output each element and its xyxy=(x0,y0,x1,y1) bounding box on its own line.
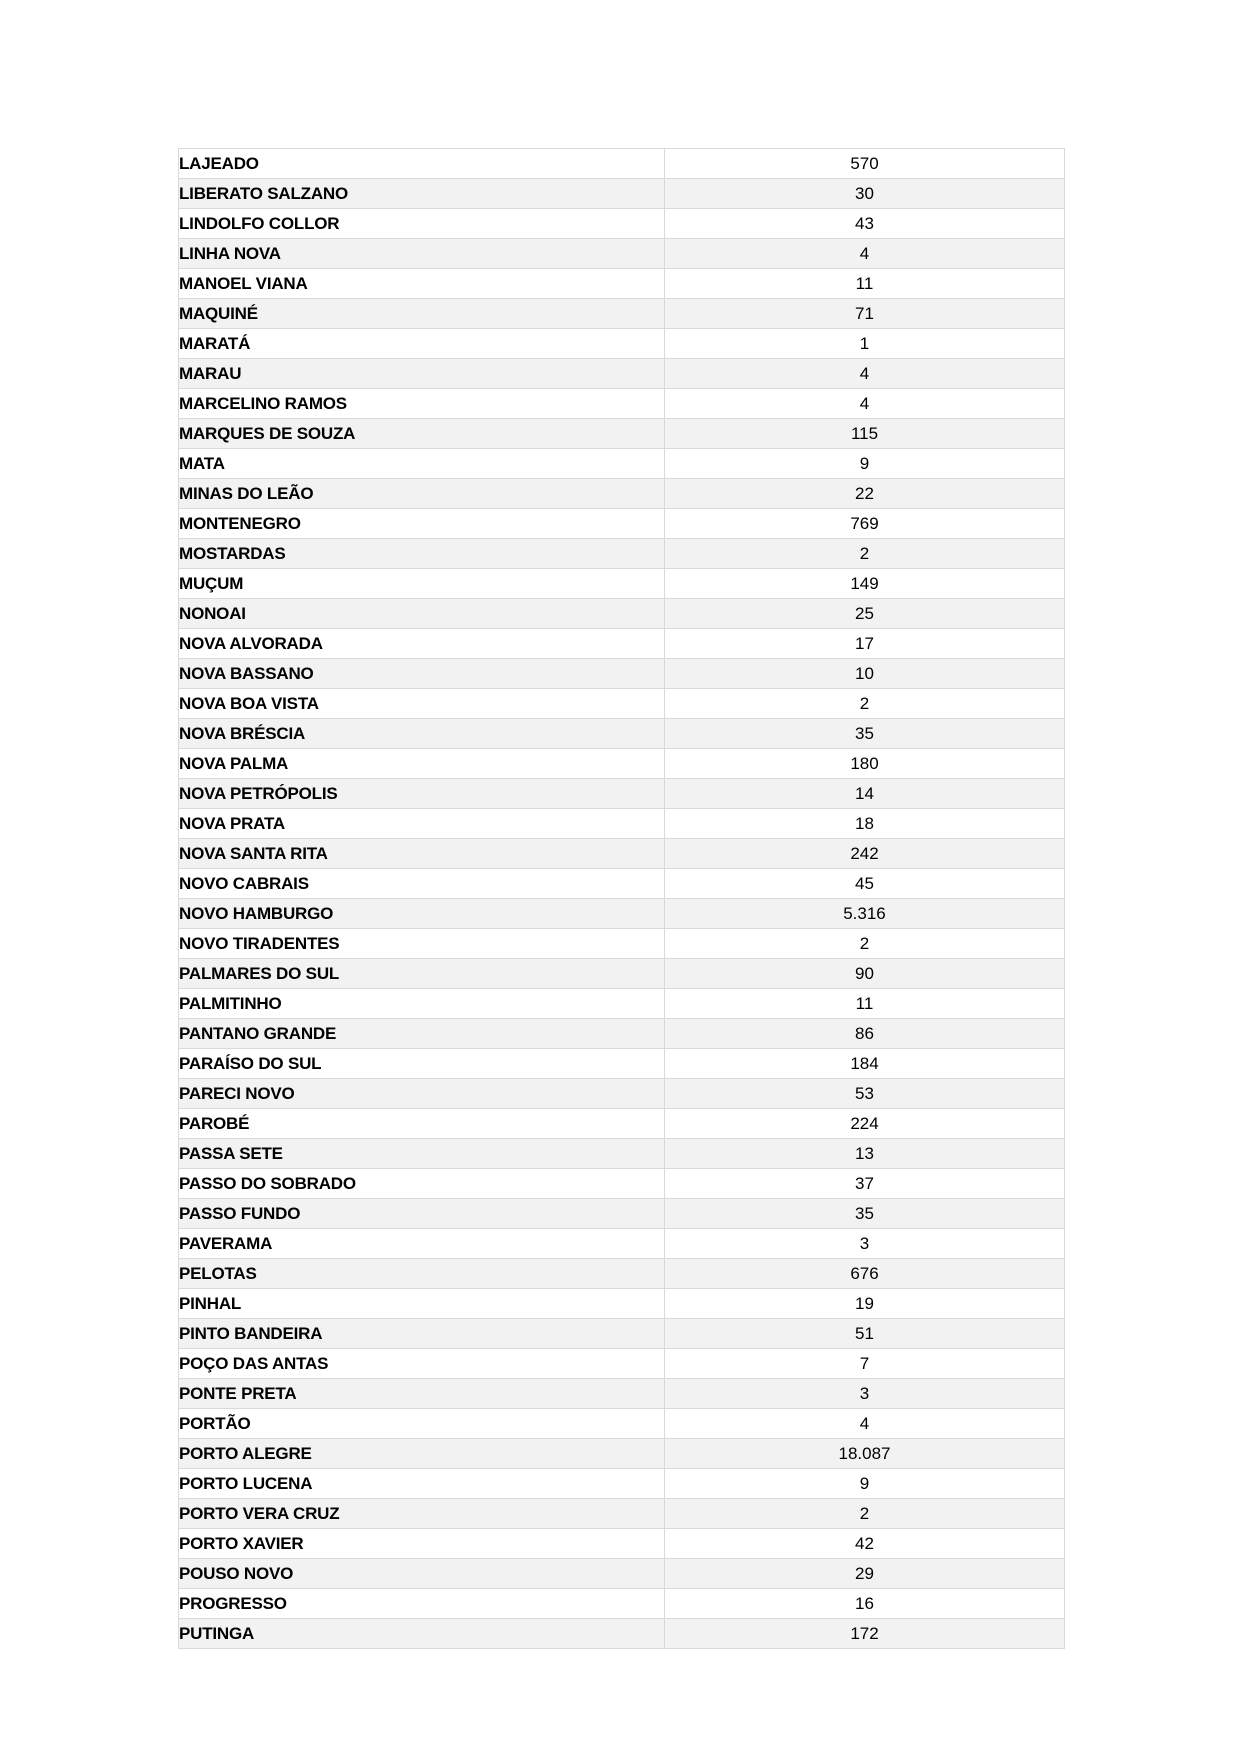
municipality-name: MARCELINO RAMOS xyxy=(179,389,665,419)
municipality-name: MAQUINÉ xyxy=(179,299,665,329)
table-row xyxy=(179,749,1065,779)
municipality-name: NOVO CABRAIS xyxy=(179,869,665,899)
table-row xyxy=(179,509,1065,539)
municipality-name: NOVA PETRÓPOLIS xyxy=(179,779,665,809)
municipality-value: 180 xyxy=(665,749,1065,779)
municipality-value: 9 xyxy=(665,449,1065,479)
municipality-value: 4 xyxy=(665,1409,1065,1439)
table-row xyxy=(179,569,1065,599)
table-row xyxy=(179,1019,1065,1049)
table-row xyxy=(179,239,1065,269)
municipality-value: 45 xyxy=(665,869,1065,899)
table-row xyxy=(179,929,1065,959)
municipality-name: NOVA ALVORADA xyxy=(179,629,665,659)
municipality-value: 172 xyxy=(665,1619,1065,1649)
municipality-value: 71 xyxy=(665,299,1065,329)
municipality-name: PORTÃO xyxy=(179,1409,665,1439)
municipality-value: 2 xyxy=(665,1499,1065,1529)
municipality-name: PORTO ALEGRE xyxy=(179,1439,665,1469)
municipality-name: PAROBÉ xyxy=(179,1109,665,1139)
municipality-name: PROGRESSO xyxy=(179,1589,665,1619)
table-row xyxy=(179,1619,1065,1649)
table-row xyxy=(179,959,1065,989)
municipality-name: LINHA NOVA xyxy=(179,239,665,269)
table-row xyxy=(179,149,1065,179)
municipality-name: PANTANO GRANDE xyxy=(179,1019,665,1049)
table-row xyxy=(179,1259,1065,1289)
table-row xyxy=(179,1199,1065,1229)
municipality-value: 4 xyxy=(665,389,1065,419)
municipality-value: 2 xyxy=(665,689,1065,719)
table-row xyxy=(179,1439,1065,1469)
table-row xyxy=(179,389,1065,419)
table-row xyxy=(179,779,1065,809)
municipality-name: LAJEADO xyxy=(179,149,665,179)
municipality-value: 14 xyxy=(665,779,1065,809)
municipality-name: NOVA BASSANO xyxy=(179,659,665,689)
municipality-name: NOVA PRATA xyxy=(179,809,665,839)
municipality-value: 2 xyxy=(665,539,1065,569)
municipality-name: MUÇUM xyxy=(179,569,665,599)
table-row xyxy=(179,719,1065,749)
municipality-name: MARAU xyxy=(179,359,665,389)
municipality-value: 19 xyxy=(665,1289,1065,1319)
municipality-name: MOSTARDAS xyxy=(179,539,665,569)
municipality-name: PELOTAS xyxy=(179,1259,665,1289)
municipality-name: PINHAL xyxy=(179,1289,665,1319)
table-row xyxy=(179,1049,1065,1079)
municipality-value: 29 xyxy=(665,1559,1065,1589)
table-row xyxy=(179,1139,1065,1169)
municipality-name: NOVA SANTA RITA xyxy=(179,839,665,869)
municipality-name: LINDOLFO COLLOR xyxy=(179,209,665,239)
municipality-name: PARECI NOVO xyxy=(179,1079,665,1109)
table-row xyxy=(179,1379,1065,1409)
table-row xyxy=(179,1469,1065,1499)
municipality-name: PARAÍSO DO SUL xyxy=(179,1049,665,1079)
table-row xyxy=(179,599,1065,629)
municipality-value: 3 xyxy=(665,1229,1065,1259)
municipality-name: MATA xyxy=(179,449,665,479)
municipality-name: MANOEL VIANA xyxy=(179,269,665,299)
municipality-name: PORTO VERA CRUZ xyxy=(179,1499,665,1529)
municipality-name: POUSO NOVO xyxy=(179,1559,665,1589)
table-row xyxy=(179,899,1065,929)
municipality-name: PASSO FUNDO xyxy=(179,1199,665,1229)
municipality-value: 37 xyxy=(665,1169,1065,1199)
municipality-value: 570 xyxy=(665,149,1065,179)
municipality-name: NOVA BRÉSCIA xyxy=(179,719,665,749)
table-row xyxy=(179,209,1065,239)
municipality-value: 4 xyxy=(665,359,1065,389)
municipality-value: 224 xyxy=(665,1109,1065,1139)
municipality-name: PALMITINHO xyxy=(179,989,665,1019)
municipality-value: 1 xyxy=(665,329,1065,359)
table-row xyxy=(179,869,1065,899)
table-row xyxy=(179,1109,1065,1139)
municipality-name: PORTO XAVIER xyxy=(179,1529,665,1559)
table-row xyxy=(179,1409,1065,1439)
municipality-name: MONTENEGRO xyxy=(179,509,665,539)
municipality-name: PONTE PRETA xyxy=(179,1379,665,1409)
municipality-value: 149 xyxy=(665,569,1065,599)
table-row xyxy=(179,449,1065,479)
municipality-value: 2 xyxy=(665,929,1065,959)
table-row xyxy=(179,1349,1065,1379)
municipality-value: 4 xyxy=(665,239,1065,269)
municipality-value: 42 xyxy=(665,1529,1065,1559)
municipality-name: NOVA BOA VISTA xyxy=(179,689,665,719)
municipality-value: 242 xyxy=(665,839,1065,869)
table-row xyxy=(179,479,1065,509)
municipality-value: 35 xyxy=(665,1199,1065,1229)
municipality-name: PASSO DO SOBRADO xyxy=(179,1169,665,1199)
municipality-value: 30 xyxy=(665,179,1065,209)
municipality-name: NOVO TIRADENTES xyxy=(179,929,665,959)
table-row xyxy=(179,1529,1065,1559)
municipality-value: 35 xyxy=(665,719,1065,749)
municipality-value: 3 xyxy=(665,1379,1065,1409)
municipality-value: 11 xyxy=(665,989,1065,1019)
table-row xyxy=(179,329,1065,359)
table-row xyxy=(179,269,1065,299)
municipality-name: PALMARES DO SUL xyxy=(179,959,665,989)
municipalities-table-body xyxy=(179,149,1065,1649)
municipality-value: 5.316 xyxy=(665,899,1065,929)
table-row xyxy=(179,419,1065,449)
municipality-value: 184 xyxy=(665,1049,1065,1079)
table-row xyxy=(179,659,1065,689)
table-row xyxy=(179,179,1065,209)
municipality-value: 9 xyxy=(665,1469,1065,1499)
municipality-name: PINTO BANDEIRA xyxy=(179,1319,665,1349)
municipality-name: NONOAI xyxy=(179,599,665,629)
municipality-name: PASSA SETE xyxy=(179,1139,665,1169)
municipality-value: 16 xyxy=(665,1589,1065,1619)
table-row xyxy=(179,1229,1065,1259)
municipality-name: PUTINGA xyxy=(179,1619,665,1649)
municipality-name: MARQUES DE SOUZA xyxy=(179,419,665,449)
municipality-value: 51 xyxy=(665,1319,1065,1349)
table-row xyxy=(179,629,1065,659)
municipality-name: MARATÁ xyxy=(179,329,665,359)
municipality-value: 25 xyxy=(665,599,1065,629)
municipality-name: LIBERATO SALZANO xyxy=(179,179,665,209)
table-row xyxy=(179,1589,1065,1619)
municipality-name: NOVA PALMA xyxy=(179,749,665,779)
municipality-value: 115 xyxy=(665,419,1065,449)
municipality-name: NOVO HAMBURGO xyxy=(179,899,665,929)
table-row xyxy=(179,1559,1065,1589)
table-row xyxy=(179,299,1065,329)
municipality-value: 10 xyxy=(665,659,1065,689)
municipality-value: 43 xyxy=(665,209,1065,239)
municipality-value: 22 xyxy=(665,479,1065,509)
municipality-name: PORTO LUCENA xyxy=(179,1469,665,1499)
municipality-value: 676 xyxy=(665,1259,1065,1289)
municipality-value: 7 xyxy=(665,1349,1065,1379)
municipality-value: 90 xyxy=(665,959,1065,989)
municipality-value: 86 xyxy=(665,1019,1065,1049)
table-row xyxy=(179,1289,1065,1319)
table-row xyxy=(179,539,1065,569)
municipality-value: 769 xyxy=(665,509,1065,539)
table-row xyxy=(179,1319,1065,1349)
municipality-value: 18 xyxy=(665,809,1065,839)
municipality-value: 17 xyxy=(665,629,1065,659)
table-row xyxy=(179,989,1065,1019)
table-row xyxy=(179,1079,1065,1109)
municipality-value: 11 xyxy=(665,269,1065,299)
table-row xyxy=(179,809,1065,839)
municipality-name: POÇO DAS ANTAS xyxy=(179,1349,665,1379)
table-row xyxy=(179,1169,1065,1199)
municipality-value: 13 xyxy=(665,1139,1065,1169)
municipality-name: MINAS DO LEÃO xyxy=(179,479,665,509)
municipality-value: 53 xyxy=(665,1079,1065,1109)
table-row xyxy=(179,689,1065,719)
municipality-name: PAVERAMA xyxy=(179,1229,665,1259)
table-row xyxy=(179,839,1065,869)
municipality-value: 18.087 xyxy=(665,1439,1065,1469)
table-row xyxy=(179,359,1065,389)
municipalities-table xyxy=(178,148,1065,1649)
table-row xyxy=(179,1499,1065,1529)
